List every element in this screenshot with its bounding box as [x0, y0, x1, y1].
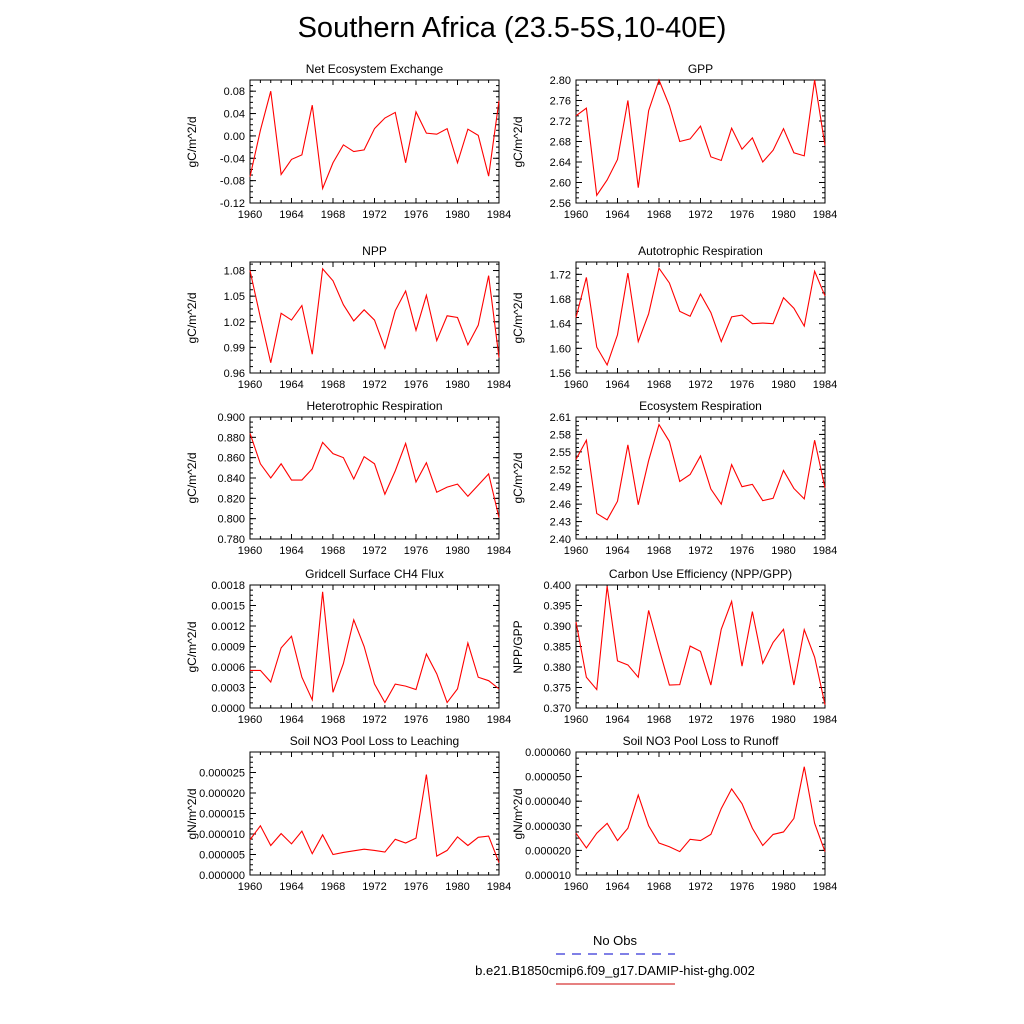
series-line	[576, 80, 825, 195]
y-tick-label: 0.000025	[199, 767, 245, 780]
legend-swatch-line	[0, 978, 1024, 1018]
x-tick-label: 1984	[812, 545, 838, 557]
y-tick-label: 2.56	[549, 198, 571, 210]
y-axis-label: gN/m^2/d	[185, 788, 199, 839]
panel-title: Net Ecosystem Exchange	[305, 62, 444, 76]
y-tick-label: 2.52	[549, 464, 571, 477]
x-tick-label: 1972	[688, 881, 713, 893]
x-tick-label: 1964	[279, 881, 304, 893]
panel-title: Heterotrophic Respiration	[306, 399, 443, 413]
y-axis-label: gN/m^2/d	[511, 788, 525, 839]
x-tick-label: 1984	[486, 545, 512, 557]
legend-label: No Obs	[592, 933, 638, 948]
x-tick-label: 1964	[279, 209, 304, 221]
x-tick-label: 1968	[320, 714, 346, 726]
x-tick-label: 1972	[362, 379, 387, 391]
y-tick-label: 1.02	[223, 316, 245, 329]
x-tick-label: 1976	[729, 714, 755, 726]
y-tick-label: 0.880	[217, 432, 245, 445]
y-tick-label: 2.60	[549, 177, 571, 190]
x-tick-label: 1960	[563, 379, 589, 391]
series-line	[576, 767, 825, 852]
y-tick-label: 0.96	[223, 368, 245, 380]
y-tick-label: -0.08	[219, 175, 245, 188]
y-tick-label: 0.0000	[211, 703, 245, 715]
y-tick-label: -0.12	[219, 198, 245, 210]
y-tick-label: 1.08	[223, 265, 245, 278]
y-axis-label: gC/m^2/d	[511, 116, 525, 167]
y-tick-label: 0.000020	[525, 845, 571, 858]
series-line	[250, 433, 499, 517]
series-line	[250, 592, 499, 703]
series-line	[250, 775, 499, 863]
x-tick-label: 1960	[563, 881, 589, 893]
y-axis-label: NPP/GPP	[511, 619, 525, 674]
y-tick-label: 0.800	[217, 513, 245, 526]
series-line	[250, 269, 499, 363]
y-tick-label: 2.80	[549, 75, 571, 87]
x-tick-label: 1960	[563, 714, 589, 726]
x-tick-label: 1976	[729, 379, 755, 391]
x-tick-label: 1976	[403, 379, 429, 391]
x-tick-label: 1968	[646, 209, 672, 221]
plot-frame	[576, 262, 825, 373]
series-line	[576, 268, 825, 365]
x-tick-label: 1984	[486, 209, 512, 221]
x-tick-label: 1972	[362, 714, 387, 726]
y-tick-label: 1.72	[549, 269, 571, 282]
y-tick-label: 0.00	[223, 130, 245, 143]
y-tick-label: 0.820	[217, 493, 245, 506]
y-axis-label: gC/m^2/d	[185, 292, 199, 343]
y-tick-label: 0.780	[217, 534, 245, 546]
x-tick-label: 1964	[605, 881, 630, 893]
y-axis-label: gC/m^2/d	[185, 452, 199, 504]
y-tick-label: 2.64	[549, 157, 571, 169]
x-tick-label: 1968	[646, 379, 672, 391]
x-tick-label: 1972	[362, 881, 387, 893]
x-tick-label: 1964	[605, 379, 630, 391]
plot-frame	[576, 585, 825, 708]
y-tick-label: 0.0012	[211, 621, 245, 633]
y-tick-label: 0.385	[543, 641, 571, 654]
x-tick-label: 1960	[237, 379, 263, 391]
y-tick-label: 0.000010	[199, 829, 245, 841]
y-axis-label: gC/m^2/d	[511, 452, 525, 504]
plot-frame	[250, 417, 499, 539]
y-tick-label: 1.68	[549, 294, 571, 306]
x-tick-label: 1980	[771, 209, 796, 221]
x-tick-label: 1964	[605, 545, 630, 557]
y-tick-label: 2.72	[549, 116, 571, 128]
x-tick-label: 1976	[403, 881, 429, 893]
x-tick-label: 1976	[403, 209, 429, 221]
y-tick-label: 2.46	[549, 499, 571, 512]
x-tick-label: 1984	[812, 714, 838, 726]
y-tick-label: 0.400	[543, 580, 571, 592]
y-tick-label: 0.395	[543, 600, 571, 613]
y-tick-label: 0.000000	[199, 870, 245, 882]
y-tick-label: 0.000010	[525, 870, 571, 882]
y-tick-label: 2.76	[549, 95, 571, 108]
x-tick-label: 1968	[646, 714, 672, 726]
panel-title: Soil NO3 Pool Loss to Leaching	[289, 734, 460, 748]
x-tick-label: 1976	[729, 209, 755, 221]
x-tick-label: 1964	[605, 714, 630, 726]
x-tick-label: 1984	[486, 881, 512, 893]
x-tick-label: 1980	[771, 545, 796, 557]
y-tick-label: 0.000030	[525, 820, 571, 833]
y-axis-label: gC/m^2/d	[511, 292, 525, 343]
y-tick-label: 2.58	[549, 429, 571, 442]
x-tick-label: 1980	[445, 209, 470, 221]
x-tick-label: 1960	[563, 209, 589, 221]
x-tick-label: 1960	[563, 545, 589, 557]
y-tick-label: 0.860	[217, 452, 245, 465]
y-tick-label: 0.0003	[211, 682, 245, 695]
y-tick-label: 0.000020	[199, 788, 245, 800]
x-tick-label: 1980	[771, 881, 796, 893]
x-tick-label: 1980	[445, 545, 470, 557]
y-tick-label: 0.99	[223, 342, 245, 355]
x-tick-label: 1972	[362, 209, 387, 221]
y-tick-label: 0.900	[217, 412, 245, 424]
main-title: Southern Africa (23.5-5S,10-40E)	[297, 12, 727, 44]
y-tick-label: 0.000050	[525, 771, 571, 784]
x-tick-label: 1976	[729, 545, 755, 557]
x-tick-label: 1980	[445, 714, 470, 726]
x-tick-label: 1964	[279, 545, 304, 557]
panel-title: GPP	[687, 62, 714, 76]
series-line	[576, 425, 825, 520]
y-tick-label: 0.0006	[211, 662, 245, 674]
plot-frame	[576, 752, 825, 875]
y-tick-label: 0.08	[223, 86, 245, 99]
y-tick-label: 1.64	[549, 318, 571, 331]
panel-title: Autotrophic Respiration	[638, 244, 763, 258]
x-tick-label: 1964	[605, 209, 630, 221]
x-tick-label: 1964	[279, 714, 304, 726]
y-tick-label: 0.04	[223, 108, 245, 121]
x-tick-label: 1984	[812, 209, 838, 221]
plot-frame	[576, 417, 825, 539]
y-tick-label: 0.000005	[199, 849, 245, 862]
y-tick-label: 0.370	[543, 703, 571, 715]
x-tick-label: 1968	[320, 379, 346, 391]
x-tick-label: 1984	[486, 714, 512, 726]
panel-title: Gridcell Surface CH4 Flux	[305, 567, 444, 581]
y-tick-label: -0.04	[219, 153, 245, 166]
y-tick-label: 0.000015	[199, 808, 245, 821]
y-tick-label: 2.43	[549, 516, 571, 529]
plot-frame	[576, 80, 825, 203]
plot-frame	[250, 80, 499, 203]
x-tick-label: 1968	[320, 545, 346, 557]
series-line	[576, 586, 825, 704]
y-tick-label: 1.05	[223, 291, 245, 304]
x-tick-label: 1980	[445, 379, 470, 391]
y-tick-label: 0.375	[543, 682, 571, 695]
x-tick-label: 1980	[445, 881, 470, 893]
y-tick-label: 0.000040	[525, 796, 571, 809]
y-tick-label: 2.49	[549, 481, 571, 494]
x-tick-label: 1964	[279, 379, 304, 391]
y-tick-label: 2.40	[549, 534, 571, 546]
x-tick-label: 1968	[320, 209, 346, 221]
y-tick-label: 0.380	[543, 662, 571, 674]
y-tick-label: 2.68	[549, 136, 571, 149]
y-axis-label: gC/m^2/d	[185, 116, 199, 167]
x-tick-label: 1980	[771, 379, 796, 391]
y-tick-label: 1.56	[549, 368, 571, 380]
x-tick-label: 1984	[812, 379, 838, 391]
x-tick-label: 1972	[688, 379, 713, 391]
x-tick-label: 1984	[812, 881, 838, 893]
plot-frame	[250, 752, 499, 875]
x-tick-label: 1968	[320, 881, 346, 893]
x-tick-label: 1972	[688, 209, 713, 221]
x-tick-label: 1976	[729, 881, 755, 893]
panel-title: Carbon Use Efficiency (NPP/GPP)	[608, 567, 793, 581]
x-tick-label: 1976	[403, 714, 429, 726]
x-tick-label: 1972	[362, 545, 387, 557]
x-tick-label: 1972	[688, 545, 713, 557]
panel-title: NPP	[362, 244, 387, 258]
x-tick-label: 1968	[646, 545, 672, 557]
legend-label: b.e21.B1850cmip6.f09_g17.DAMIP-hist-ghg.002	[475, 963, 755, 978]
x-tick-label: 1980	[771, 714, 796, 726]
x-tick-label: 1960	[237, 209, 263, 221]
y-tick-label: 2.55	[549, 446, 571, 459]
plot-frame	[250, 585, 499, 708]
panel-title: Ecosystem Respiration	[639, 399, 762, 413]
y-tick-label: 0.0018	[211, 580, 245, 592]
plot-frame	[250, 262, 499, 373]
x-tick-label: 1960	[237, 714, 263, 726]
series-line	[250, 91, 499, 188]
y-tick-label: 0.000060	[525, 747, 571, 759]
x-tick-label: 1960	[237, 881, 263, 893]
y-tick-label: 0.0009	[211, 641, 245, 654]
panel-title: Soil NO3 Pool Loss to Runoff	[622, 734, 779, 748]
y-tick-label: 0.390	[543, 621, 571, 633]
y-tick-label: 1.60	[549, 343, 571, 356]
x-tick-label: 1976	[403, 545, 429, 557]
y-tick-label: 2.61	[549, 412, 571, 424]
x-tick-label: 1984	[486, 379, 512, 391]
x-tick-label: 1972	[688, 714, 713, 726]
y-tick-label: 0.840	[217, 473, 245, 485]
y-axis-label: gC/m^2/d	[185, 621, 199, 672]
y-tick-label: 0.0015	[211, 600, 245, 613]
x-tick-label: 1968	[646, 881, 672, 893]
x-tick-label: 1960	[237, 545, 263, 557]
